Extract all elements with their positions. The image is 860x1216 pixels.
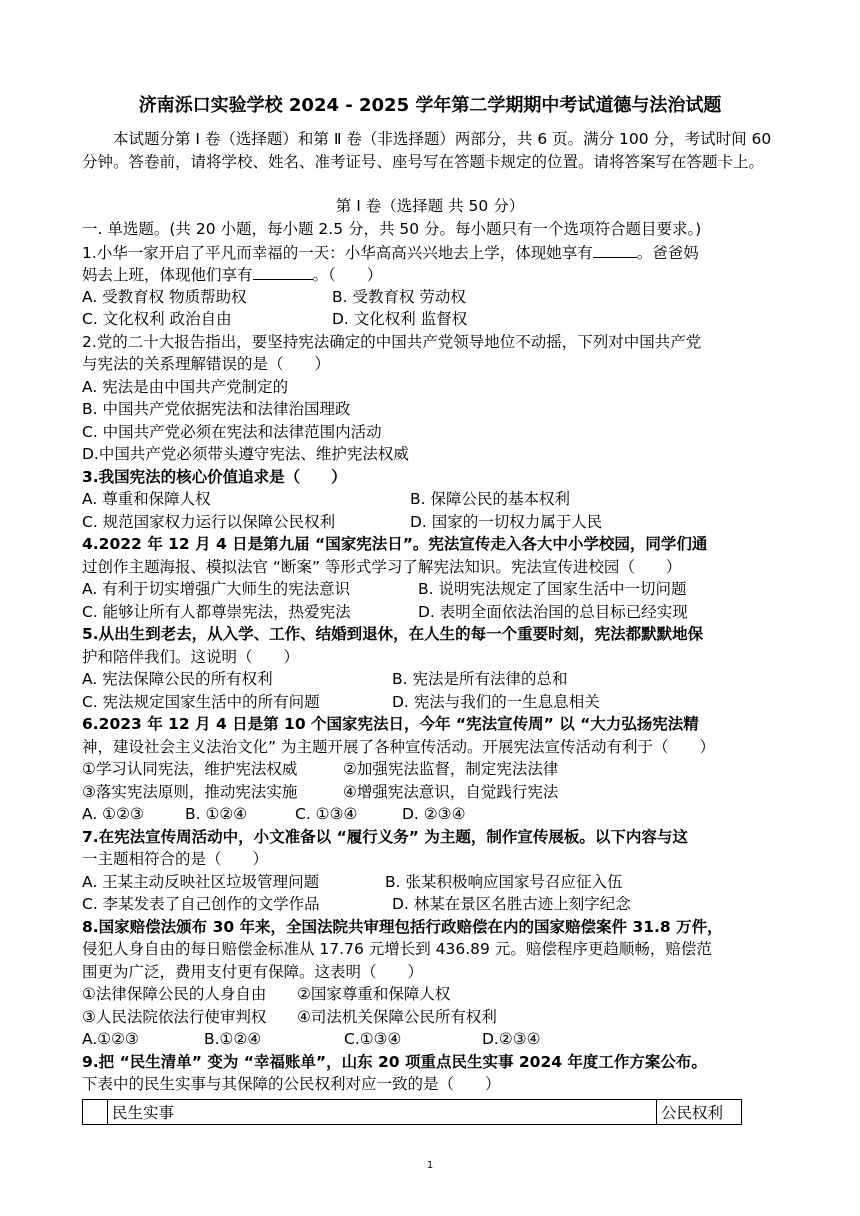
q1-option-a: A. 受教育权 物质帮助权 — [82, 288, 247, 306]
question-3-stem: 3.我国宪法的核心价值追求是（ ） — [82, 468, 347, 486]
question-7-stem-cont: 一主题相符合的是（ ） — [82, 850, 269, 868]
question-8-stem-cont: 侵犯人身自由的每日赔偿金标准从 17.76 元增长到 436.89 元。赔偿程序更趋顺畅，赔偿范 — [82, 940, 712, 958]
q3-option-a: A. 尊重和保障人权 — [82, 490, 211, 508]
q9-table — [82, 1099, 742, 1125]
q6-option-d: D. ②③④ — [402, 805, 466, 823]
table-header-livelihood: 民生实事 — [108, 1100, 657, 1125]
question-8-stem: 8.国家赔偿法颁布 30 年来，全国法院共审理包括行政赔偿在内的国家赔偿案件 31.8 万件， — [82, 918, 723, 936]
q6-item-3: ③落实宪法原则，推动宪法实施 — [82, 783, 298, 801]
table-cell-index — [83, 1100, 108, 1125]
question-2-stem: 2.党的二十大报告指出，要坚持宪法确定的中国共产党领导地位不动摇，下列对中国共产党 — [82, 333, 702, 351]
q6-item-2: ②加强宪法监督，制定宪法法律 — [343, 760, 559, 778]
page-title: 济南泺口实验学校 2024 - 2025 学年第二学期期中考试道德与法治试题 — [138, 95, 722, 116]
question-2-stem-cont: 与宪法的关系理解错误的是（ ） — [82, 355, 331, 373]
question-6-stem: 6.2023 年 12 月 4 日是第 10 个国家宪法日，今年 “宪法宣传周” 以 “大力弘扬宪法精 — [82, 715, 699, 733]
q3-option-c: C. 规范国家权力运行以保障公民权利 — [82, 513, 336, 531]
q2-option-a: A. 宪法是由中国共产党制定的 — [82, 378, 289, 396]
q7-option-c: C. 李某发表了自己创作的文学作品 — [82, 895, 320, 913]
q6-option-a: A. ①②③ — [82, 805, 144, 823]
question-4-stem: 4.2022 年 12 月 4 日是第九届 “国家宪法日”。宪法宣传走入各大中小学校园，同学们通 — [82, 535, 708, 553]
question-4-stem-cont: 过创作主题海报、模拟法官 “断案” 等形式学习了解宪法知识。宪法宣传进校园（ ） — [82, 558, 682, 576]
q7-option-b: B. 张某积极响应国家号召应征入伍 — [385, 873, 623, 891]
q4-option-d: D. 表明全面依法治国的总目标已经实现 — [418, 603, 688, 621]
q8-option-a: A.①②③ — [82, 1030, 139, 1048]
q4-option-a: A. 有利于切实增强广大师生的宪法意识 — [82, 580, 351, 598]
q3-option-b: B. 保障公民的基本权利 — [410, 490, 570, 508]
q1-option-d: D. 文化权利 监督权 — [332, 310, 468, 328]
q5-option-c: C. 宪法规定国家生活中的所有问题 — [82, 693, 320, 711]
q2-option-b: B. 中国共产党依据宪法和法律治国理政 — [82, 400, 351, 418]
question-5-stem: 5.从出生到老去，从入学、工作、结婚到退休，在人生的每一个重要时刻，宪法都默默地保 — [82, 625, 704, 643]
q4-option-b: B. 说明宪法规定了国家生活中一切问题 — [418, 580, 687, 598]
q8-option-d: D.②③④ — [482, 1030, 541, 1048]
q6-option-c: C. ①③④ — [295, 805, 358, 823]
question-5-stem-cont: 护和陪伴我们。这说明（ ） — [82, 648, 300, 666]
page-number: 1 — [426, 1160, 434, 1171]
question-6-stem-cont: 神，建设社会主义法治文化” 为主题开展了各种宣传活动。开展宪法宣传活动有利于（ ） — [82, 738, 715, 756]
q8-option-b: B.①②④ — [204, 1030, 262, 1048]
q4-option-c: C. 能够让所有人都尊崇宪法，热爱宪法 — [82, 603, 351, 621]
q5-option-d: D. 宪法与我们的一生息息相关 — [392, 693, 600, 711]
part-heading: 一. 单选题。(共 20 小题，每小题 2.5 分，共 50 分。每小题只有一个选项符合题目要求。) — [82, 220, 702, 238]
q8-option-c: C.①③④ — [344, 1030, 402, 1048]
q8-item-2: ②国家尊重和保障人权 — [297, 985, 451, 1003]
q6-item-4: ④增强宪法意识，自觉践行宪法 — [343, 783, 559, 801]
q2-option-c: C. 中国共产党必须在宪法和法律范围内活动 — [82, 423, 382, 441]
q1-option-b: B. 受教育权 劳动权 — [332, 288, 466, 306]
exam-instructions: 本试题分第 Ⅰ 卷（选择题）和第 Ⅱ 卷（非选择题）两部分，共 6 页。满分 100 分，考试时间 60 分钟。答卷前，请将学校、姓名、准考证号、座号写在答题卡规定的位置。请将答案写在答题卡上。 — [82, 130, 772, 171]
answer-blank — [593, 241, 637, 258]
q3-option-d: D. 国家的一切权力属于人民 — [410, 513, 603, 531]
question-1-stem-cont: 妈去上班，体现他们享有 。（ ） — [82, 263, 382, 287]
question-9-stem-cont: 下表中的民生实事与其保障的公民权利对应一致的是（ ） — [82, 1075, 501, 1093]
table-header-rights: 公民权利 — [657, 1100, 742, 1125]
q8-item-3: ③人民法院依法行使审判权 — [82, 1008, 267, 1026]
q6-option-b: B. ①②④ — [185, 805, 248, 823]
answer-blank — [253, 263, 313, 280]
q1-option-c: C. 文化权利 政治自由 — [82, 310, 232, 328]
q6-item-1: ①学习认同宪法，维护宪法权威 — [82, 760, 298, 778]
q5-option-b: B. 宪法是所有法律的总和 — [392, 670, 568, 688]
q5-option-a: A. 宪法保障公民的所有权利 — [82, 670, 273, 688]
question-9-stem: 9.把 “民生清单” 变为 “幸福账单”，山东 20 项重点民生实事 2024 年度工作方案公布。 — [82, 1053, 707, 1071]
q8-item-4: ④司法机关保障公民所有权利 — [297, 1008, 497, 1026]
question-1-stem: 1.小华一家开启了平凡而幸福的一天：小华高高兴兴地去上学，体现她享有 。爸爸妈 — [82, 241, 699, 265]
q8-item-1: ①法律保障公民的人身自由 — [82, 985, 267, 1003]
q7-option-d: D. 林某在景区名胜古迹上刻字纪念 — [392, 895, 631, 913]
section-title: 第 Ⅰ 卷（选择题 共 50 分） — [335, 197, 525, 215]
question-8-stem-cont2: 围更为广泛，费用支付更有保障。这表明（ ） — [82, 963, 424, 981]
q7-option-a: A. 王某主动反映社区垃圾管理问题 — [82, 873, 320, 891]
q2-option-d: D.中国共产党必须带头遵守宪法、维护宪法权威 — [82, 445, 409, 463]
question-7-stem: 7.在宪法宣传周活动中，小文准备以 “履行义务” 为主题，制作宣传展板。以下内容与这 — [82, 828, 688, 846]
table-row — [83, 1100, 742, 1125]
